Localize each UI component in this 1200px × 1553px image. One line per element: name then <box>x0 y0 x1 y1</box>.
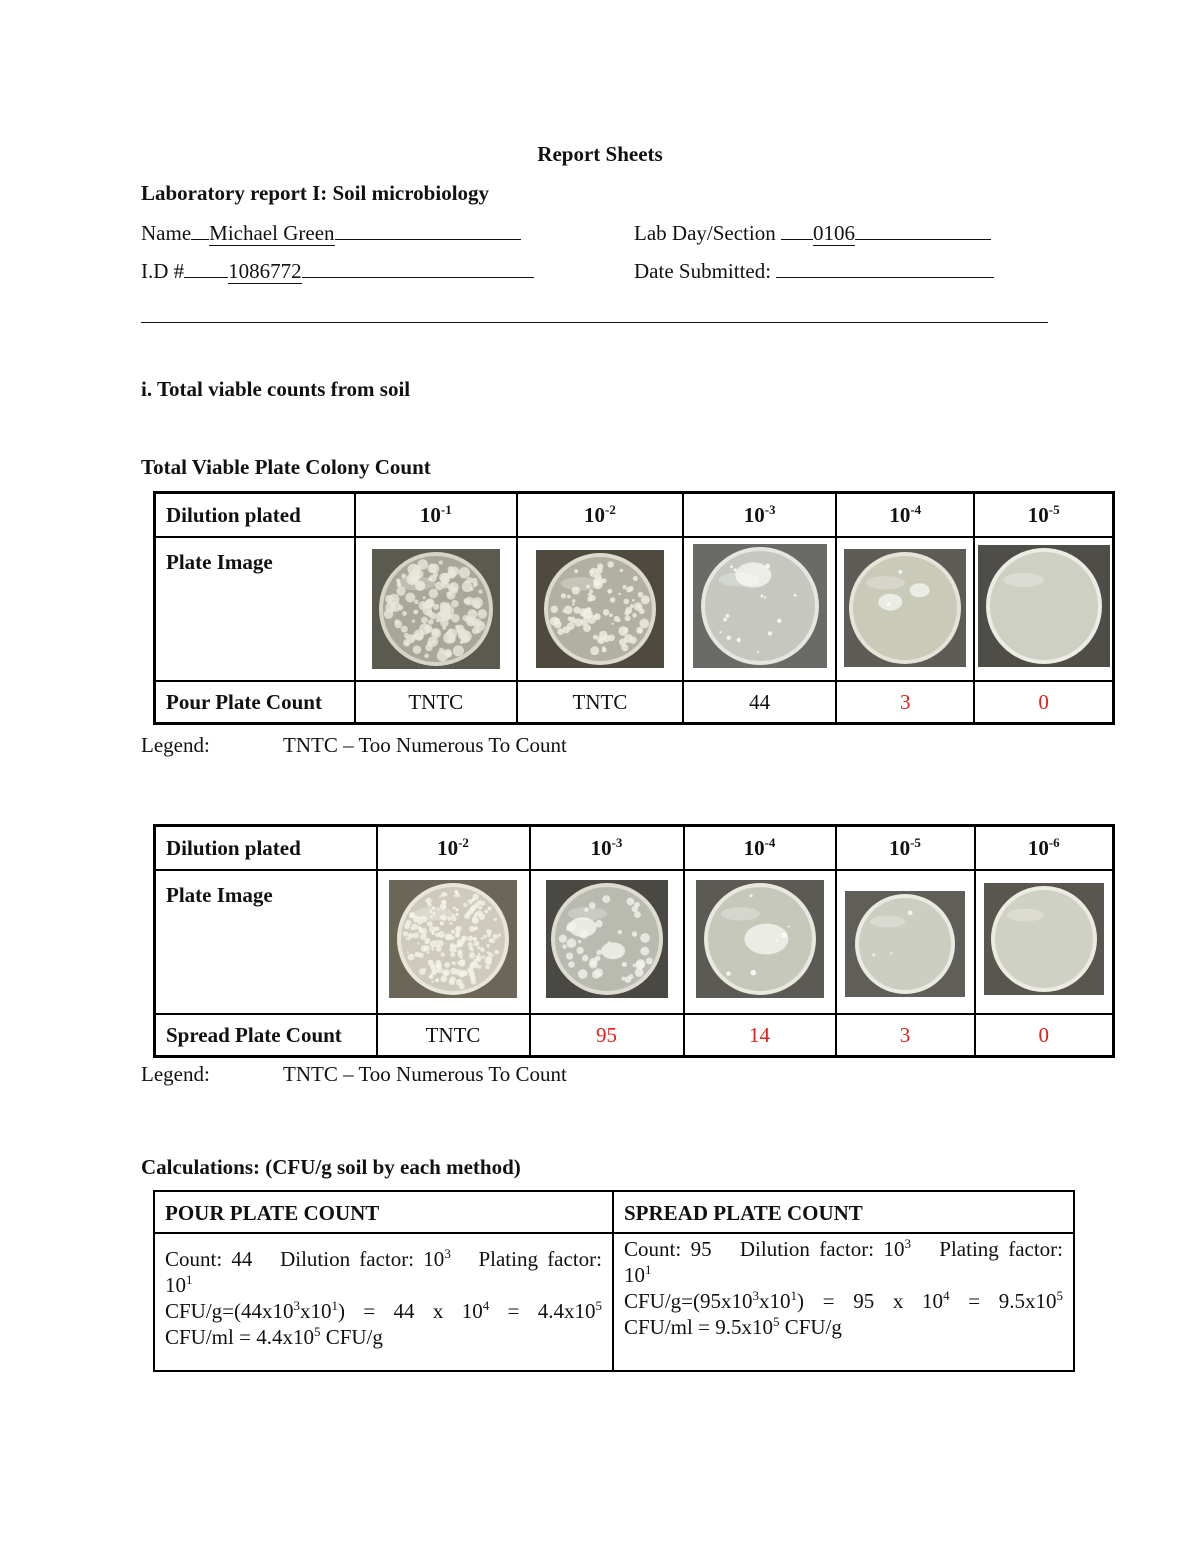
pour-plate-table <box>153 491 1115 725</box>
pour-count-value: 0 <box>974 681 1113 724</box>
table-heading: Total Viable Plate Colony Count <box>141 455 431 479</box>
petri-dish-photo <box>693 544 827 668</box>
pour-plate-image <box>974 537 1113 681</box>
lab-section-label: Lab Day/Section <box>634 221 776 245</box>
pour-calc-body: Count: 44 Dilution factor: $10^3$ Plating factor: $10^1$ CFU/$g=(44x10^3x10^1) = 44$ x $10^4 = 4.4x10^5$ $CFU/ml = 4.4x10^5$ CFU/g <box>154 1233 613 1371</box>
pour-count-value: 44 <box>683 681 836 724</box>
name-value[interactable]: Michael Green <box>209 221 335 245</box>
spread-plate-image <box>377 870 530 1014</box>
spread-dilution-cell: $10^{-5}$ <box>836 826 975 871</box>
spread-count-label: Spread Plate Count <box>155 1014 377 1057</box>
pour-plate-image <box>836 537 974 681</box>
spread-calc-factors: Count: 95 Dilution factor: $10^3$ Plating factor: <box>624 1236 1064 1261</box>
spread-count-value: 14 <box>684 1014 836 1057</box>
spread-plate-table <box>153 824 1115 1058</box>
spread-dilution-row <box>155 826 1114 871</box>
petri-dish-photo <box>372 549 500 669</box>
spread-dilution-cell: $10^{-6}$ <box>975 826 1114 871</box>
petri-dish-photo <box>844 549 966 667</box>
petri-dish-photo <box>984 883 1104 995</box>
pour-image-row <box>155 537 1114 681</box>
calculations-heading: Calculations: (CFU/g soil by each method) <box>141 1155 521 1179</box>
spread-image-row <box>155 870 1114 1014</box>
spread-plate-image <box>836 870 975 1014</box>
pour-count-value: TNTC <box>517 681 683 724</box>
pour-count-value: TNTC <box>355 681 517 724</box>
id-line <box>141 259 534 284</box>
id-label: I.D # <box>141 259 185 283</box>
pour-calc-cfu-ml: $CFU/ml = 4.4x10^5$ CFU/g <box>165 1324 383 1349</box>
pour-calc-factors: Count: 44 Dilution factor: $10^3$ Plating factor: <box>165 1246 602 1271</box>
name-line <box>141 221 521 246</box>
pour-dilution-row <box>155 493 1114 538</box>
spread-count-value: TNTC <box>377 1014 530 1057</box>
petri-dish-photo <box>389 880 517 998</box>
legend-2-text: TNTC – Too Numerous To Count <box>283 1062 567 1086</box>
pour-count-label: Pour Plate Count <box>155 681 355 724</box>
legend-2-label: Legend: <box>141 1062 210 1086</box>
spread-calc-cfu-ml: $CFU/ml = 9.5x10^5$ CFU/g <box>624 1314 842 1339</box>
pour-plate-image <box>355 537 517 681</box>
petri-dish-photo <box>978 545 1110 667</box>
petri-dish-photo <box>696 880 824 998</box>
legend-text: TNTC – Too Numerous To Count <box>283 733 567 757</box>
spread-dilution-label: Dilution plated <box>155 826 377 871</box>
pour-count-row <box>155 681 1114 724</box>
spread-calc-body: Count: 95 Dilution factor: $10^3$ Plating factor: $10^1$ CFU/$g=(95x10^3x10^1) = 95$ x $10^4 = 9.5x10^5$ $CFU/ml = 9.5x10^5$ CFU/g <box>613 1233 1074 1371</box>
pour-dilution-cell: $10^{-2}$ <box>517 493 683 538</box>
spread-plate-image <box>530 870 684 1014</box>
page-title: Report Sheets <box>537 142 663 166</box>
calculations-table <box>153 1190 1075 1372</box>
pour-dilution-cell: $10^{-4}$ <box>836 493 974 538</box>
calc-body-row <box>154 1233 1074 1371</box>
pour-calc-header: POUR PLATE COUNT <box>154 1191 613 1233</box>
spread-image-label: Plate Image <box>155 870 377 1014</box>
pour-image-label: Plate Image <box>155 537 355 681</box>
spread-count-value: 0 <box>975 1014 1114 1057</box>
petri-dish-photo <box>845 891 965 997</box>
spread-count-row <box>155 1014 1114 1057</box>
pour-dilution-label: Dilution plated <box>155 493 355 538</box>
lab-section-value[interactable]: 0106 <box>812 221 855 245</box>
date-submitted-line <box>634 259 994 284</box>
date-submitted-label: Date Submitted: <box>634 259 772 283</box>
pour-count-value: 3 <box>836 681 974 724</box>
spread-dilution-cell: $10^{-4}$ <box>684 826 836 871</box>
header-divider <box>141 322 1048 323</box>
id-value[interactable]: 1086772 <box>228 259 302 283</box>
report-subtitle: Laboratory report I: Soil microbiology <box>141 181 490 205</box>
pour-calc-cfu-g: CFU/$g=(44x10^3x10^1) = 44$ x $10^4 = 4.4x10^5$ <box>165 1298 603 1323</box>
spread-plate-image <box>684 870 836 1014</box>
spread-plate-image <box>975 870 1114 1014</box>
legend-label: Legend: <box>141 733 210 757</box>
spread-calc-cfu-g: CFU/$g=(95x10^3x10^1) = 95$ x $10^4 = 9.5x10^5$ <box>624 1288 1063 1313</box>
pour-dilution-cell: $10^{-1}$ <box>355 493 517 538</box>
pour-dilution-cell: $10^{-3}$ <box>683 493 836 538</box>
pour-dilution-cell: $10^{-5}$ <box>974 493 1113 538</box>
spread-dilution-cell: $10^{-2}$ <box>377 826 530 871</box>
spread-count-value: 3 <box>836 1014 975 1057</box>
spread-calc-header: SPREAD PLATE COUNT <box>613 1191 1074 1233</box>
spread-count-value: 95 <box>530 1014 684 1057</box>
date-submitted-field[interactable] <box>776 276 994 278</box>
calc-header-row <box>154 1191 1074 1233</box>
pour-plate-image <box>517 537 683 681</box>
spread-dilution-cell: $10^{-3}$ <box>530 826 684 871</box>
petri-dish-photo <box>536 550 664 668</box>
legend-1 <box>141 733 210 758</box>
pour-plate-image <box>683 537 836 681</box>
petri-dish-photo <box>546 880 668 998</box>
name-label: Name <box>141 221 192 245</box>
section-heading: i. Total viable counts from soil <box>141 377 411 401</box>
lab-section-line <box>634 221 991 246</box>
